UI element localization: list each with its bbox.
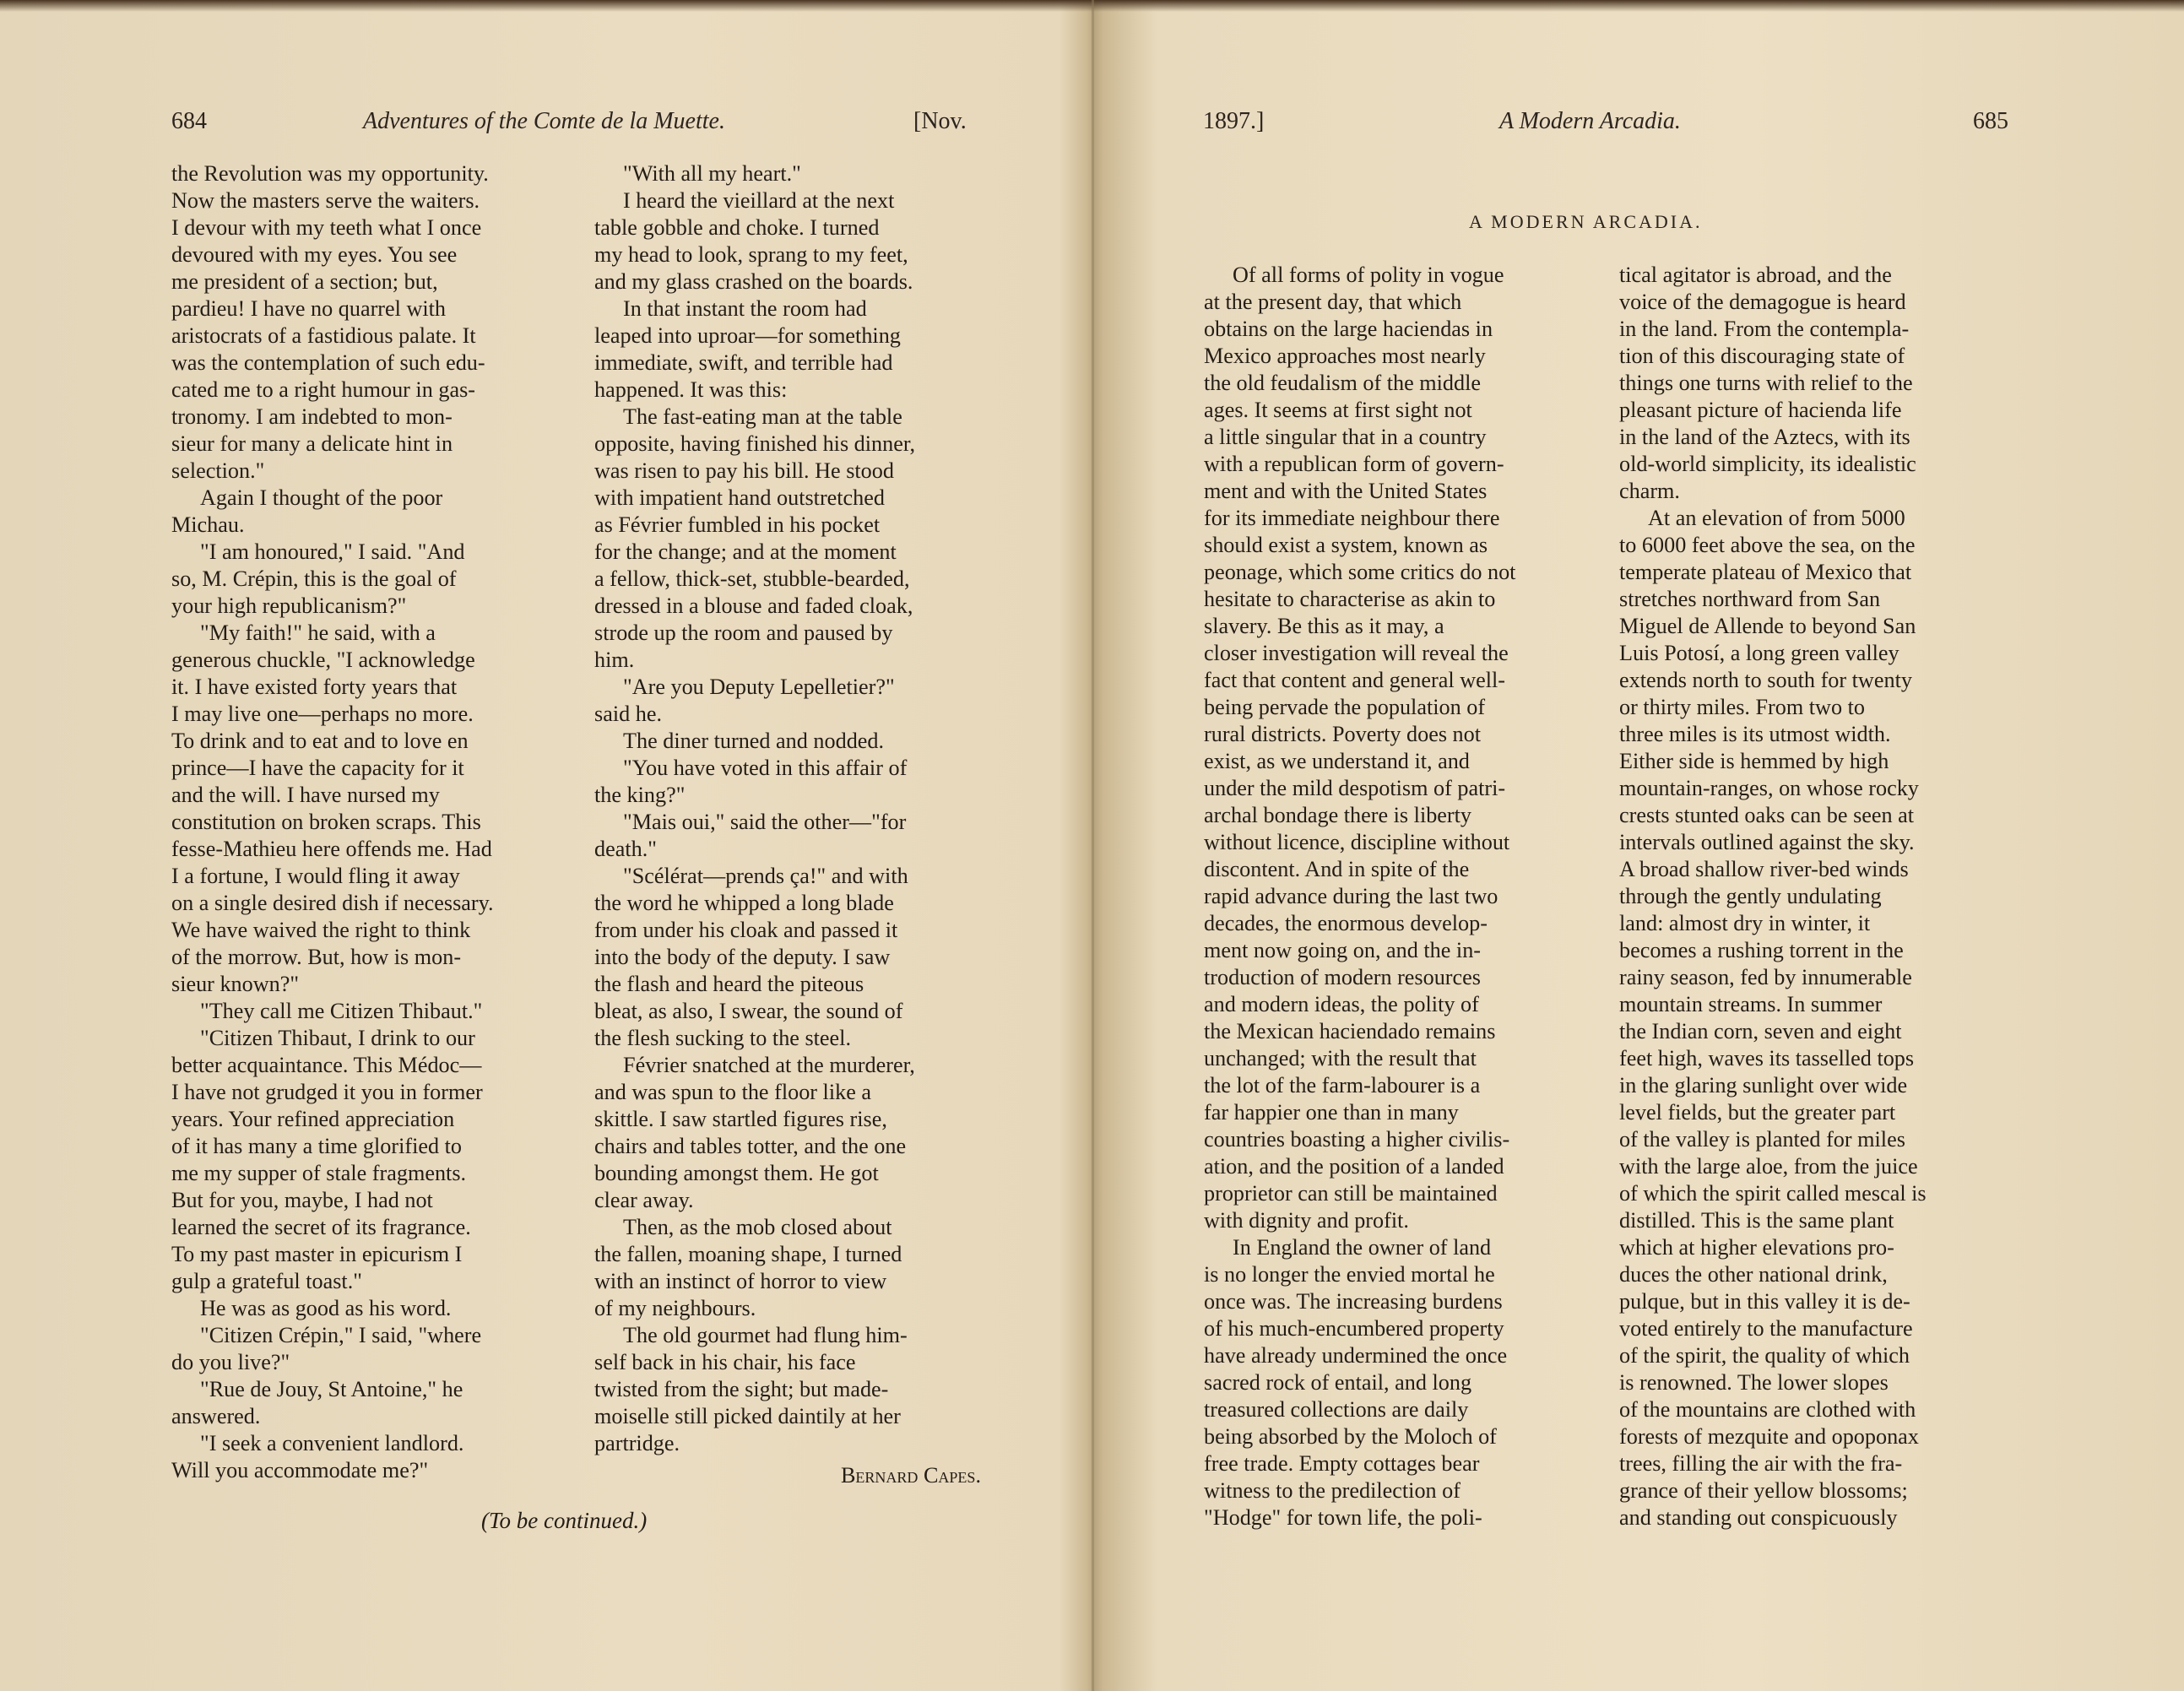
text-line: self back in his chair, his face	[594, 1350, 856, 1374]
text-line: with an instinct of horror to view	[594, 1269, 887, 1293]
running-month: [Nov.	[913, 108, 967, 134]
text-line: discontent. And in spite of the	[1204, 857, 1470, 881]
text-line: the Mexican haciendado remains	[1204, 1019, 1496, 1043]
text-line: sieur known?"	[171, 972, 300, 996]
right-column-2	[1619, 262, 2012, 1531]
text-line: and the will. I have nursed my	[171, 783, 440, 807]
text-line: I devour with my teeth what I once	[171, 215, 482, 240]
text-line: the Indian corn, seven and eight	[1619, 1019, 1902, 1043]
text-line: partridge.	[594, 1431, 680, 1455]
text-line: of the valley is planted for miles	[1619, 1127, 1905, 1152]
text-line: obtains on the large haciendas in	[1204, 317, 1493, 341]
text-line: sieur for many a delicate hint in	[171, 431, 453, 456]
text-line: Again I thought of the poor	[200, 485, 443, 510]
text-line: ment and with the United States	[1204, 479, 1488, 503]
text-line: a fellow, thick-set, stubble-bearded,	[594, 566, 910, 591]
text-line: skittle. I saw startled figures rise,	[594, 1107, 887, 1131]
text-line: tion of this discouraging state of	[1619, 344, 1905, 368]
text-line: forests of mezquite and opoponax	[1619, 1424, 1919, 1449]
text-line: duces the other national drink,	[1619, 1262, 1888, 1287]
article-heading: A MODERN ARCADIA.	[1469, 211, 1703, 232]
text-line: exist, as we understand it, and	[1204, 749, 1470, 773]
text-line: voted entirely to the manufacture	[1619, 1316, 1913, 1341]
text-line: "Are you Deputy Lepelletier?"	[623, 675, 895, 699]
text-line: old-world simplicity, its idealistic	[1619, 452, 1916, 476]
text-line: temperate plateau of Mexico that	[1619, 560, 1912, 584]
text-line: bounding amongst them. He got	[594, 1161, 879, 1185]
text-line: rapid advance during the last two	[1204, 884, 1498, 908]
text-line: proprietor can still be maintained	[1204, 1181, 1498, 1206]
text-line: my head to look, sprang to my feet,	[594, 242, 908, 267]
text-line: Mexico approaches most nearly	[1204, 344, 1486, 368]
text-line: of my neighbours.	[594, 1296, 756, 1320]
page-number: 684	[171, 108, 207, 134]
text-line: the Revolution was my opportunity.	[171, 161, 489, 186]
text-line: I have not grudged it you in former	[171, 1080, 483, 1104]
text-line: crests stunted oaks can be seen at	[1619, 803, 1915, 827]
text-line: of which the spirit called mescal is	[1619, 1181, 1927, 1206]
text-line: with a republican form of govern-	[1204, 452, 1504, 476]
text-line: I heard the vieillard at the next	[623, 188, 895, 213]
text-line: Bernard Capes.	[840, 1463, 981, 1488]
text-line: unchanged; with the result that	[1204, 1046, 1477, 1070]
text-line: In England the owner of land	[1233, 1235, 1492, 1260]
text-line: But for you, maybe, I had not	[171, 1188, 433, 1212]
text-line: "With all my heart."	[623, 161, 801, 186]
text-line: Luis Potosí, a long green valley	[1619, 641, 1899, 665]
text-line: through the gently undulating	[1619, 884, 1882, 908]
text-line: land: almost dry in winter, it	[1619, 911, 1871, 935]
text-line: decades, the enormous develop-	[1204, 911, 1488, 935]
text-line: treasured collections are daily	[1204, 1397, 1469, 1422]
text-line: gulp a grateful toast."	[171, 1269, 362, 1293]
text-line: generous chuckle, "I acknowledge	[171, 648, 475, 672]
text-line: countries boasting a higher civilis-	[1204, 1127, 1510, 1152]
text-line: him.	[594, 648, 635, 672]
text-line: "Rue de Jouy, St Antoine," he	[200, 1377, 463, 1401]
text-line: with the large aloe, from the juice	[1619, 1154, 1918, 1179]
text-line: level fields, but the greater part	[1619, 1100, 1896, 1125]
text-line: and standing out conspicuously	[1619, 1505, 1898, 1530]
text-line: in the land of the Aztecs, with its	[1619, 425, 1910, 449]
text-line: so, M. Crépin, this is the goal of	[171, 566, 457, 591]
text-line: devoured with my eyes. You see	[171, 242, 458, 267]
text-line: clear away.	[594, 1188, 694, 1212]
continued-note: (To be continued.)	[481, 1508, 648, 1533]
text-line: chairs and tables totter, and the one	[594, 1134, 907, 1158]
text-line: mountain streams. In summer	[1619, 992, 1883, 1016]
text-line: of it has many a time glorified to	[171, 1134, 462, 1158]
text-line: or thirty miles. From two to	[1619, 695, 1865, 719]
text-line: your high republicanism?"	[171, 593, 407, 618]
text-line: better acquaintance. This Médoc—	[171, 1053, 482, 1077]
text-line: trees, filling the air with the fra-	[1619, 1451, 1903, 1476]
right-column-1	[1204, 262, 1601, 1531]
text-line: dressed in a blouse and faded cloak,	[594, 593, 913, 618]
text-line: The diner turned and nodded.	[623, 729, 885, 753]
text-line: of the spirit, the quality of which	[1619, 1343, 1910, 1368]
text-line: "I seek a convenient landlord.	[200, 1431, 464, 1455]
text-line: me president of a section; but,	[171, 269, 438, 294]
running-title: A Modern Arcadia.	[1499, 108, 1681, 134]
text-line: I may live one—perhaps no more.	[171, 702, 474, 726]
text-line: ation, and the position of a landed	[1204, 1154, 1504, 1179]
text-line: selection."	[171, 458, 265, 483]
text-line: extends north to south for twenty	[1619, 668, 1912, 692]
text-line: The fast-eating man at the table	[623, 404, 902, 429]
text-line: ages. It seems at first sight not	[1204, 398, 1472, 422]
text-line: and was spun to the floor like a	[594, 1080, 871, 1104]
text-line: without licence, discipline without	[1204, 830, 1510, 854]
text-line: should exist a system, known as	[1204, 533, 1488, 557]
text-line: Of all forms of polity in vogue	[1233, 263, 1504, 287]
text-line: under the mild despotism of patri-	[1204, 776, 1506, 800]
text-line: sacred rock of entail, and long	[1204, 1370, 1472, 1395]
text-line: witness to the predilection of	[1204, 1478, 1461, 1503]
left-column-2	[594, 160, 988, 1489]
text-line: happened. It was this:	[594, 377, 788, 402]
text-line: pulque, but in this valley it is de-	[1619, 1289, 1910, 1314]
text-line: of the morrow. But, how is mon-	[171, 945, 462, 969]
text-line: tical agitator is abroad, and the	[1619, 263, 1892, 287]
text-line: Then, as the mob closed about	[623, 1215, 892, 1239]
text-line: the fallen, moaning shape, I turned	[594, 1242, 902, 1266]
text-line: tronomy. I am indebted to mon-	[171, 404, 453, 429]
text-line: hesitate to characterise as akin to	[1204, 587, 1496, 611]
text-line: ment now going on, and the in-	[1204, 938, 1482, 962]
text-line: is renowned. The lower slopes	[1619, 1370, 1889, 1395]
text-line: archal bondage there is liberty	[1204, 803, 1472, 827]
text-line: the king?"	[594, 783, 686, 807]
text-line: "Scélérat—prends ça!" and with	[623, 864, 908, 888]
text-line: rainy season, fed by innumerable	[1619, 965, 1912, 989]
text-line: answered.	[171, 1404, 261, 1428]
text-line: Will you accommodate me?"	[171, 1458, 429, 1482]
text-line: and modern ideas, the polity of	[1204, 992, 1479, 1016]
text-line: Michau.	[171, 512, 245, 537]
text-line: table gobble and choke. I turned	[594, 215, 880, 240]
text-line: fesse-Mathieu here offends me. Had	[171, 837, 492, 861]
left-column-1	[171, 160, 565, 1484]
text-line: pleasant picture of hacienda life	[1619, 398, 1902, 422]
text-line: constitution on broken scraps. This	[171, 810, 481, 834]
text-line: Miguel de Allende to beyond San	[1619, 614, 1916, 638]
text-line: A broad shallow river-bed winds	[1619, 857, 1909, 881]
text-line: In that instant the room had	[623, 296, 867, 321]
text-line: in the land. From the contempla-	[1619, 317, 1910, 341]
text-line: closer investigation will reveal the	[1204, 641, 1509, 665]
text-line: the flash and heard the piteous	[594, 972, 864, 996]
text-line: me my supper of stale fragments.	[171, 1161, 467, 1185]
text-line: "Citizen Crépin," I said, "where	[200, 1323, 482, 1347]
text-line: the word he whipped a long blade	[594, 891, 894, 915]
text-line: To my past master in epicurism I	[171, 1242, 463, 1266]
text-line: intervals outlined against the sky.	[1619, 830, 1915, 854]
text-line: "Hodge" for town life, the poli-	[1204, 1505, 1482, 1530]
text-line: being absorbed by the Moloch of	[1204, 1424, 1497, 1449]
text-line: prince—I have the capacity for it	[171, 756, 464, 780]
text-line: aristocrats of a fastidious palate. It	[171, 323, 476, 348]
text-line: "They call me Citizen Thibaut."	[200, 999, 483, 1023]
text-line: learned the secret of its fragrance.	[171, 1215, 471, 1239]
text-line: peonage, which some critics do not	[1204, 560, 1516, 584]
text-line: moiselle still picked daintily at her	[594, 1404, 901, 1428]
text-line: becomes a rushing torrent in the	[1619, 938, 1904, 962]
text-line: troduction of modern resources	[1204, 965, 1481, 989]
text-line: for the change; and at the moment	[594, 539, 897, 564]
text-line: Février snatched at the murderer,	[623, 1053, 915, 1077]
text-line: of his much-encumbered property	[1204, 1316, 1504, 1341]
text-line: twisted from the sight; but made-	[594, 1377, 889, 1401]
text-line: opposite, having finished his dinner,	[594, 431, 916, 456]
text-line: "Citizen Thibaut, I drink to our	[200, 1026, 475, 1050]
book-gutter	[1092, 0, 1094, 1691]
text-line: strode up the room and paused by	[594, 621, 893, 645]
text-line: in the glaring sunlight over wide	[1619, 1073, 1908, 1098]
text-line: three miles is its utmost width.	[1619, 722, 1891, 746]
text-line: I a fortune, I would fling it away	[171, 864, 460, 888]
text-line: once was. The increasing burdens	[1204, 1289, 1503, 1314]
text-line: far happier one than in many	[1204, 1100, 1459, 1125]
text-line: rural districts. Poverty does not	[1204, 722, 1482, 746]
text-line: The old gourmet had flung him-	[623, 1323, 908, 1347]
text-line: the flesh sucking to the steel.	[594, 1026, 851, 1050]
running-title: Adventures of the Comte de la Muette.	[363, 108, 725, 134]
running-year: 1897.]	[1203, 108, 1265, 134]
text-line: was the contemplation of such edu-	[171, 350, 485, 375]
text-line: as Février fumbled in his pocket	[594, 512, 881, 537]
text-line: the lot of the farm-labourer is a	[1204, 1073, 1481, 1098]
text-line: Either side is hemmed by high	[1619, 749, 1889, 773]
text-line: is no longer the envied mortal he	[1204, 1262, 1495, 1287]
text-line: to 6000 feet above the sea, on the	[1619, 533, 1916, 557]
text-line: fact that content and general well-	[1204, 668, 1505, 692]
text-line: bleat, as also, I swear, the sound of	[594, 999, 903, 1023]
text-line: for its immediate neighbour there	[1204, 506, 1500, 530]
text-line: said he.	[594, 702, 662, 726]
text-line: which at higher elevations pro-	[1619, 1235, 1894, 1260]
text-line: At an elevation of from 5000	[1648, 506, 1905, 530]
text-line: from under his cloak and passed it	[594, 918, 898, 942]
text-line: on a single desired dish if necessary.	[171, 891, 494, 915]
text-line: free trade. Empty cottages bear	[1204, 1451, 1480, 1476]
text-line: into the body of the deputy. I saw	[594, 945, 891, 969]
text-line: death."	[594, 837, 657, 861]
text-line: immediate, swift, and terrible had	[594, 350, 893, 375]
text-line: it. I have existed forty years that	[171, 675, 458, 699]
text-line: was risen to pay his bill. He stood	[594, 458, 894, 483]
text-line: pardieu! I have no quarrel with	[171, 296, 447, 321]
page-number: 685	[1973, 108, 2008, 134]
text-line: cated me to a right humour in gas-	[171, 377, 475, 402]
text-line: distilled. This is the same plant	[1619, 1208, 1894, 1233]
text-line: To drink and to eat and to love en	[171, 729, 469, 753]
text-line: charm.	[1619, 479, 1680, 503]
text-line: He was as good as his word.	[200, 1296, 452, 1320]
text-line: at the present day, that which	[1204, 290, 1462, 314]
text-line: things one turns with relief to the	[1619, 371, 1913, 395]
text-line: with dignity and profit.	[1204, 1208, 1409, 1233]
right-page	[1095, 0, 2184, 1691]
text-line: "I am honoured," I said. "And	[200, 539, 465, 564]
text-line: years. Your refined appreciation	[171, 1107, 455, 1131]
text-line: a little singular that in a country	[1204, 425, 1487, 449]
text-line: of the mountains are clothed with	[1619, 1397, 1916, 1422]
text-line: slavery. Be this as it may, a	[1204, 614, 1444, 638]
text-line: do you live?"	[171, 1350, 290, 1374]
text-line: grance of their yellow blossoms;	[1619, 1478, 1908, 1503]
text-line: "Mais oui," said the other—"for	[623, 810, 907, 834]
text-line: stretches northward from San	[1619, 587, 1881, 611]
text-line: We have waived the right to think	[171, 918, 471, 942]
text-line: "You have voted in this affair of	[623, 756, 908, 780]
text-line: Now the masters serve the waiters.	[171, 188, 480, 213]
text-line: feet high, waves its tasselled tops	[1619, 1046, 1915, 1070]
text-line: the old feudalism of the middle	[1204, 371, 1481, 395]
text-line: and my glass crashed on the boards.	[594, 269, 913, 294]
text-line: being pervade the population of	[1204, 695, 1486, 719]
text-line: with impatient hand outstretched	[594, 485, 885, 510]
text-line: voice of the demagogue is heard	[1619, 290, 1906, 314]
text-line: mountain-ranges, on whose rocky	[1619, 776, 1919, 800]
left-page	[0, 0, 1089, 1691]
text-line: leaped into uproar—for something	[594, 323, 901, 348]
text-line: have already undermined the once	[1204, 1343, 1508, 1368]
text-line: "My faith!" he said, with a	[200, 621, 436, 645]
